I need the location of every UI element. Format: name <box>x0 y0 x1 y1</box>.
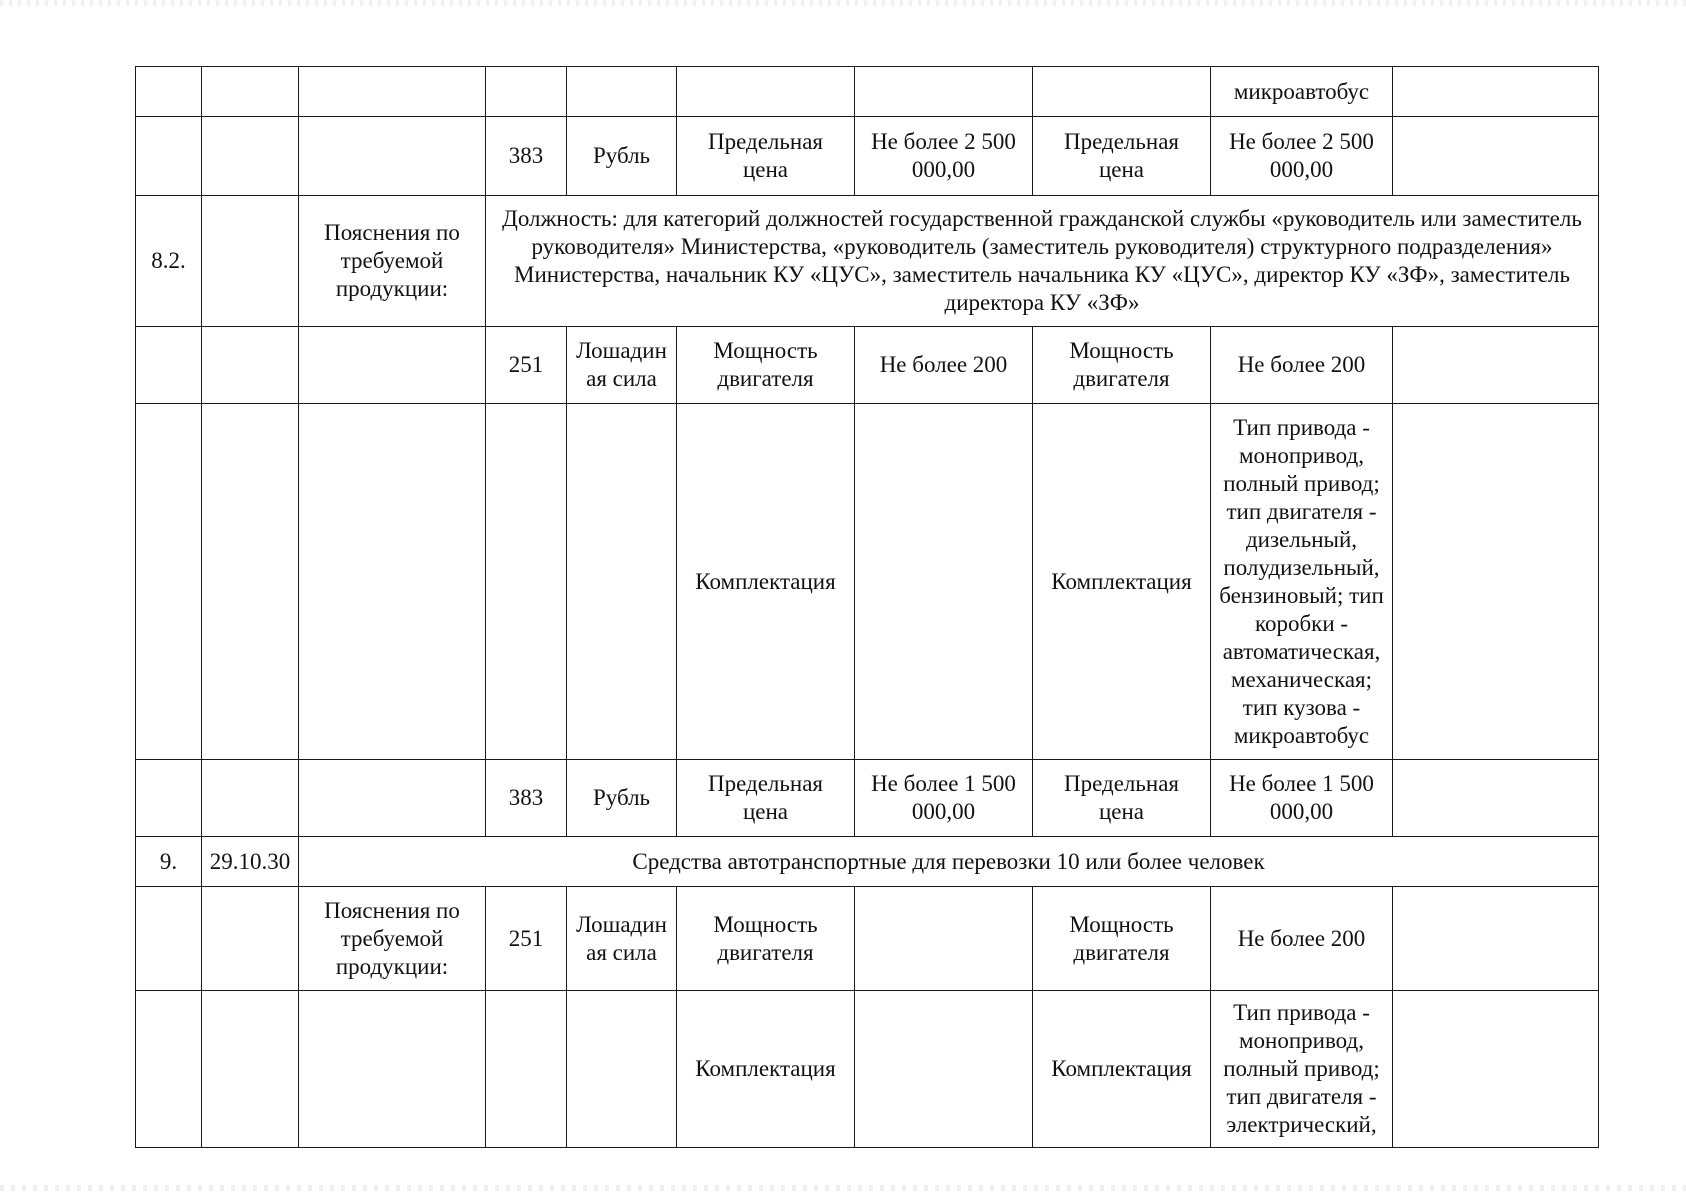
scan-artifact-bottom <box>0 1185 1686 1191</box>
cell-product-title: Средства автотранспортные для перевозки 10 или более человек <box>299 837 1599 887</box>
cell-value <box>855 887 1033 991</box>
cell-extra <box>1393 404 1599 760</box>
cell-code <box>202 887 299 991</box>
cell-number <box>136 117 202 196</box>
cell-characteristic: Комплектация <box>677 991 855 1148</box>
cell-name <box>299 991 486 1148</box>
cell-value: Не более 1 500 000,00 <box>855 760 1033 837</box>
cell-unit <box>567 67 677 117</box>
cell-number: 9. <box>136 837 202 887</box>
cell-code <box>202 404 299 760</box>
cell-characteristic-2 <box>1033 67 1211 117</box>
cell-characteristic: Комплектация <box>677 404 855 760</box>
cell-unit <box>567 991 677 1148</box>
scan-artifact-top <box>0 0 1686 6</box>
cell-okei-code <box>486 67 567 117</box>
cell-value: Не более 2 500 000,00 <box>855 117 1033 196</box>
cell-okei-code <box>486 991 567 1148</box>
cell-name <box>299 327 486 404</box>
cell-value-2: Не более 200 <box>1211 887 1393 991</box>
cell-name <box>299 404 486 760</box>
cell-characteristic-2: Предельная цена <box>1033 117 1211 196</box>
cell-number <box>136 760 202 837</box>
cell-characteristic-2: Комплектация <box>1033 404 1211 760</box>
cell-name: Пояснения по требуемой продукции: <box>299 887 486 991</box>
cell-value: Не более 200 <box>855 327 1033 404</box>
cell-extra <box>1393 67 1599 117</box>
cell-unit: Лошадиная сила <box>567 887 677 991</box>
cell-characteristic: Мощность двигателя <box>677 327 855 404</box>
table-row <box>136 117 1599 196</box>
cell-value-2: микроавтобус <box>1211 67 1393 117</box>
cell-code <box>202 117 299 196</box>
cell-number <box>136 991 202 1148</box>
cell-value <box>855 991 1033 1148</box>
cell-value-2: Не более 2 500 000,00 <box>1211 117 1393 196</box>
table-row <box>136 991 1599 1148</box>
table-row <box>136 196 1599 327</box>
cell-unit: Рубль <box>567 760 677 837</box>
cell-extra <box>1393 991 1599 1148</box>
cell-okei-code: 251 <box>486 327 567 404</box>
cell-extra <box>1393 760 1599 837</box>
cell-name <box>299 67 486 117</box>
cell-number <box>136 404 202 760</box>
cell-number <box>136 327 202 404</box>
cell-characteristic <box>677 67 855 117</box>
cell-characteristic-2: Комплектация <box>1033 991 1211 1148</box>
cell-name: Пояснения по требуемой продукции: <box>299 196 486 327</box>
cell-number <box>136 67 202 117</box>
cell-value-2: Не более 200 <box>1211 327 1393 404</box>
cell-unit: Рубль <box>567 117 677 196</box>
table-row <box>136 67 1599 117</box>
cell-code <box>202 67 299 117</box>
cell-characteristic: Предельная цена <box>677 760 855 837</box>
requirements-table <box>135 66 1599 1148</box>
table-row <box>136 887 1599 991</box>
cell-unit: Лошадиная сила <box>567 327 677 404</box>
cell-okei-code: 251 <box>486 887 567 991</box>
cell-okei-code: 383 <box>486 760 567 837</box>
cell-value <box>855 404 1033 760</box>
cell-name <box>299 117 486 196</box>
cell-code <box>202 327 299 404</box>
cell-extra <box>1393 887 1599 991</box>
cell-okei-code: 383 <box>486 117 567 196</box>
cell-value-2: Не более 1 500 000,00 <box>1211 760 1393 837</box>
table-row <box>136 837 1599 887</box>
cell-name <box>299 760 486 837</box>
table-row <box>136 404 1599 760</box>
table-row <box>136 760 1599 837</box>
cell-value <box>855 67 1033 117</box>
cell-characteristic: Мощность двигателя <box>677 887 855 991</box>
cell-value-2: Тип привода - монопривод, полный привод; тип двигателя - дизельный, полудизельный, бензиновый; тип коробки - автоматическая, механическая; тип кузова - микроавтобус <box>1211 404 1393 760</box>
cell-okei-code <box>486 404 567 760</box>
cell-characteristic-2: Предельная цена <box>1033 760 1211 837</box>
cell-unit <box>567 404 677 760</box>
cell-extra <box>1393 117 1599 196</box>
cell-number <box>136 887 202 991</box>
cell-characteristic-2: Мощность двигателя <box>1033 327 1211 404</box>
cell-code: 29.10.30 <box>202 837 299 887</box>
cell-position-description: Должность: для категорий должностей государственной гражданской службы «руководитель или заместитель руководителя» Министерства, «руководитель (заместитель руководителя) структурного подразделения» Министерства, начальник КУ «ЦУС», заместитель начальника КУ «ЦУС», директор КУ «ЗФ», заместитель директора КУ «ЗФ» <box>486 196 1599 327</box>
cell-characteristic-2: Мощность двигателя <box>1033 887 1211 991</box>
cell-value-2: Тип привода - монопривод, полный привод; тип двигателя - электрический, <box>1211 991 1393 1148</box>
table-row <box>136 327 1599 404</box>
cell-extra <box>1393 327 1599 404</box>
cell-number: 8.2. <box>136 196 202 327</box>
cell-code <box>202 760 299 837</box>
cell-characteristic: Предельная цена <box>677 117 855 196</box>
cell-code <box>202 196 299 327</box>
cell-code <box>202 991 299 1148</box>
